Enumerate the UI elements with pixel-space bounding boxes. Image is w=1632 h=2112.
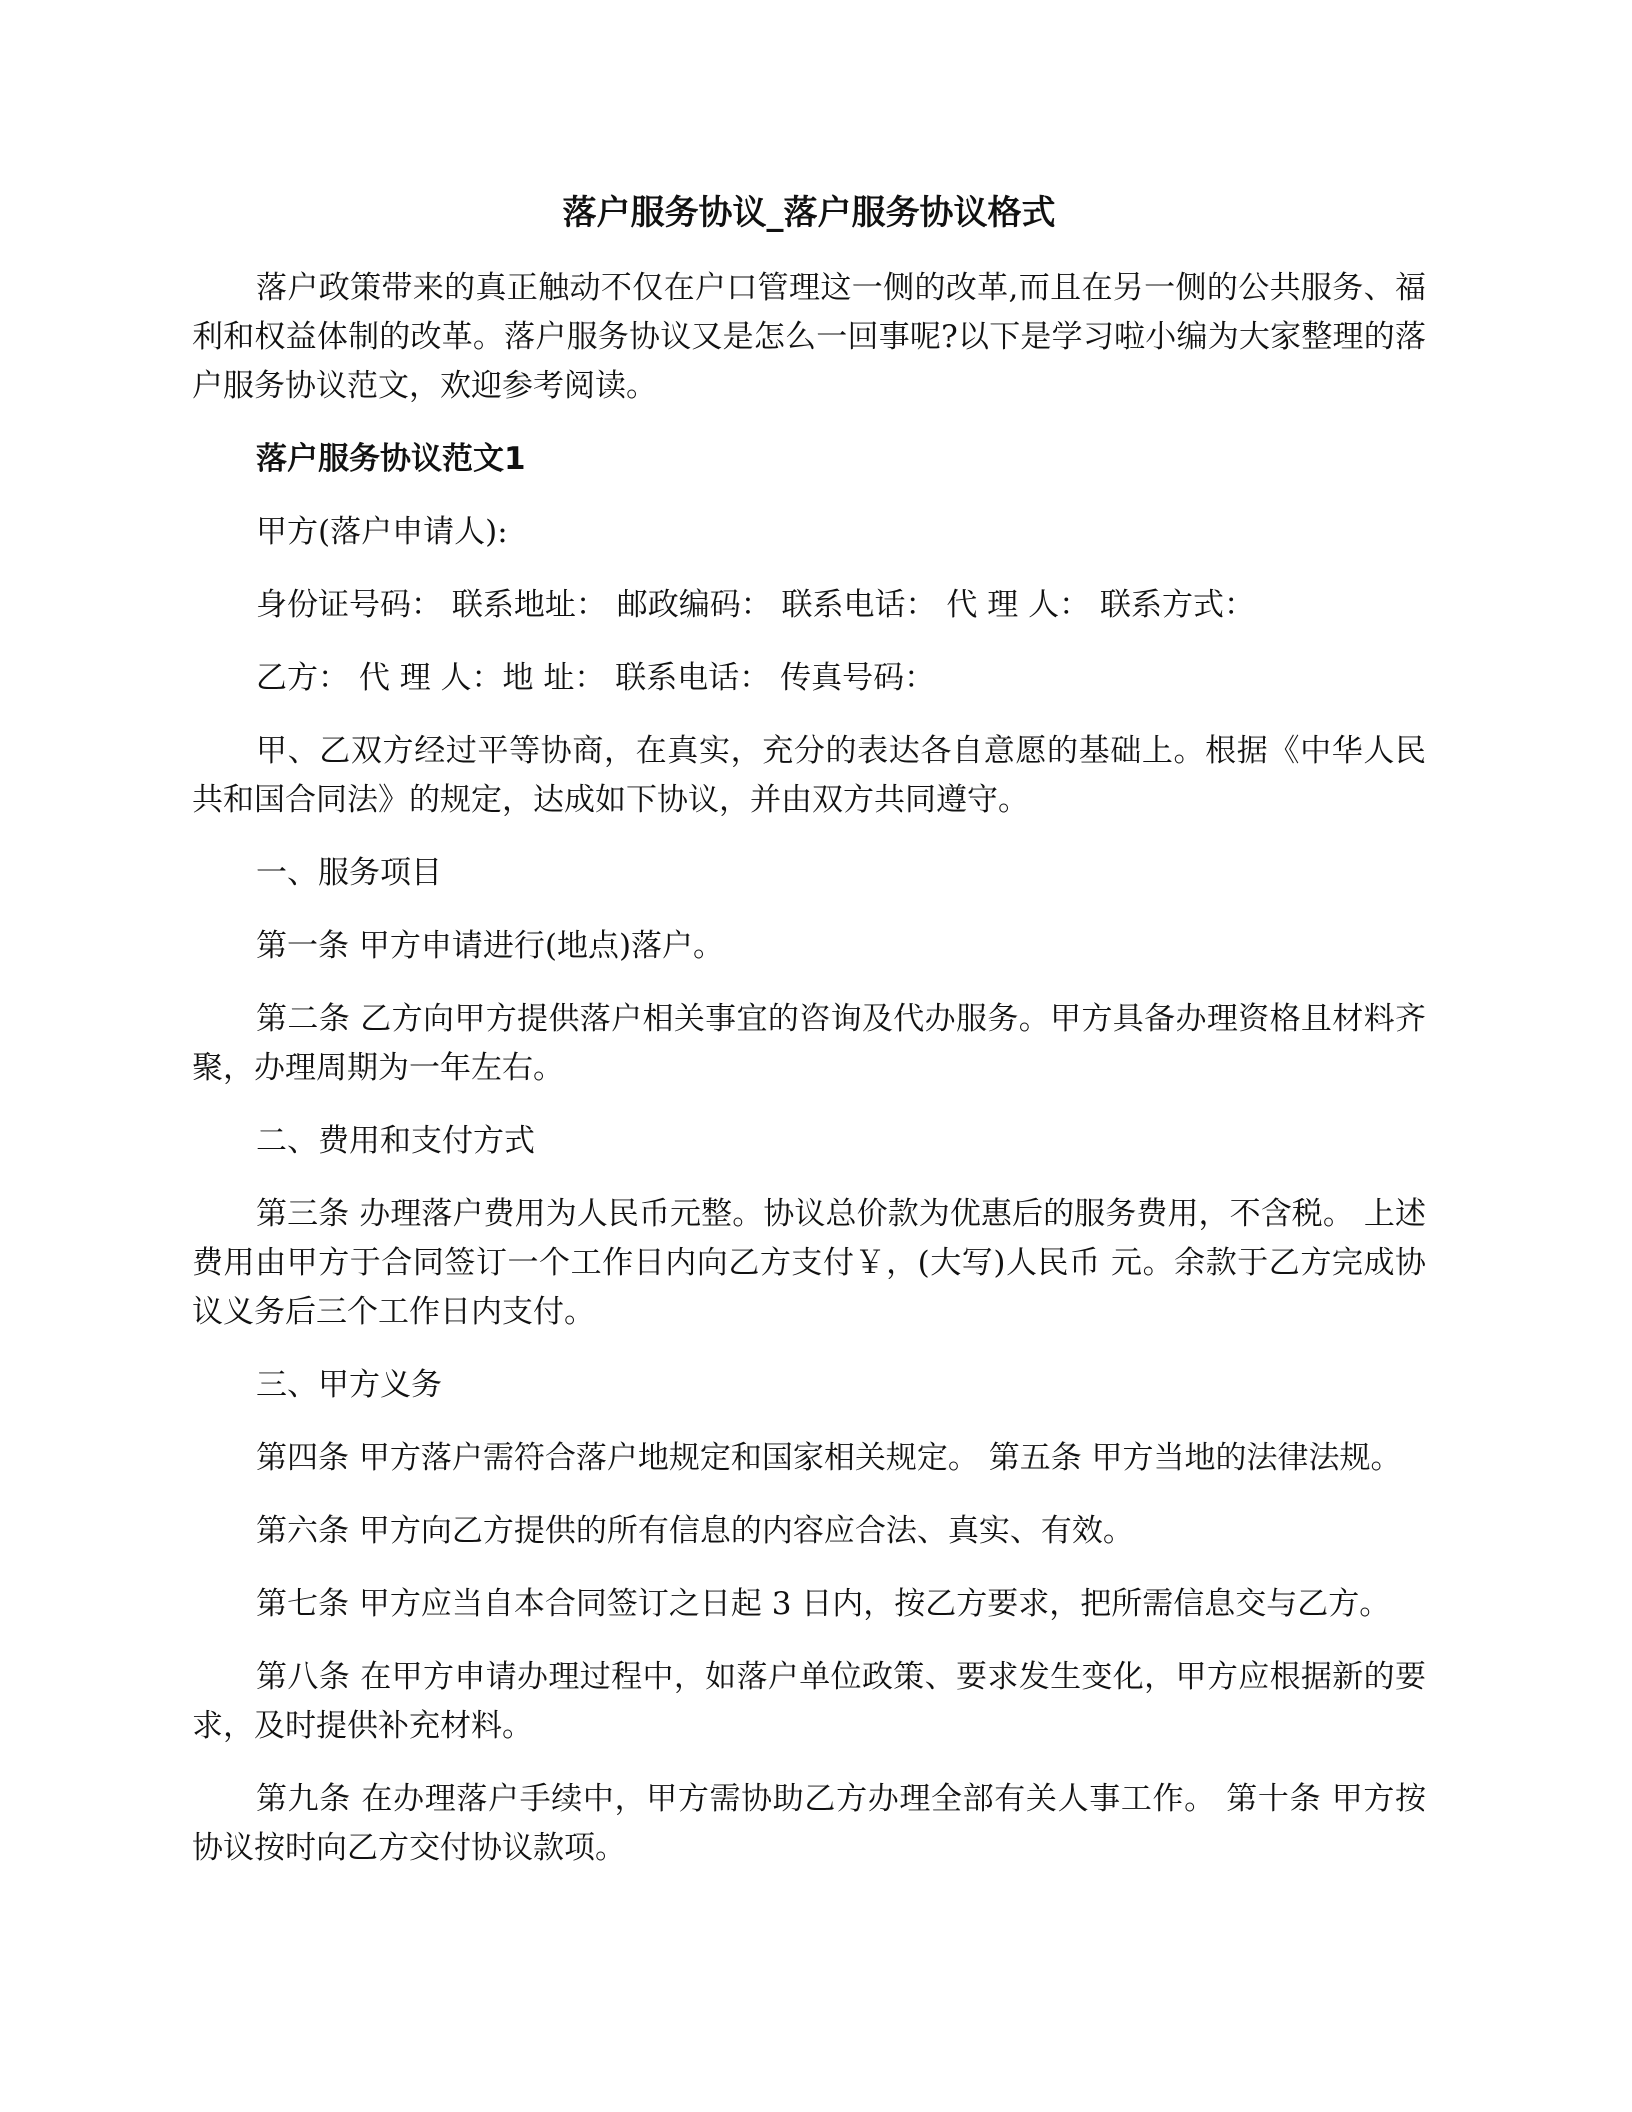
article-3: 第三条 办理落户费用为人民币元整。协议总价款为优惠后的服务费用，不含税。 上述费用由甲方于合同签订一个工作日内向乙方支付￥，(大写)人民币 元。余款于乙方完成协议义务后三个工作日内支付。 <box>192 1196 1426 1330</box>
document-page <box>192 188 1426 1897</box>
intro-paragraph: 落户政策带来的真正触动不仅在户口管理这一侧的改革,而且在另一侧的公共服务、福利和权益体制的改革。落户服务协议又是怎么一回事呢?以下是学习啦小编为大家整理的落户服务协议范文，欢迎参考阅读。 <box>192 270 1426 404</box>
article-2: 第二条 乙方向甲方提供落户相关事宜的咨询及代办服务。甲方具备办理资格且材料齐聚，办理周期为一年左右。 <box>192 1001 1426 1086</box>
article-7: 第七条 甲方应当自本合同签订之日起 3 日内，按乙方要求，把所需信息交与乙方。 <box>256 1586 1391 1622</box>
section-fees: 二、费用和支付方式 <box>256 1123 535 1159</box>
party-a-fields: 身份证号码： 联系地址： 邮政编码： 联系电话： 代 理 人： 联系方式： <box>256 587 1255 623</box>
article-6: 第六条 甲方向乙方提供的所有信息的内容应合法、真实、有效。 <box>256 1513 1134 1549</box>
party-b-fields: 乙方： 代 理 人：地 址： 联系电话： 传真号码： <box>256 660 936 696</box>
document-title: 落户服务协议_落户服务协议格式 <box>562 193 1056 233</box>
party-a-label: 甲方(落户申请人): <box>256 514 508 550</box>
article-9-10: 第九条 在办理落户手续中，甲方需协助乙方办理全部有关人事工作。 第十条 甲方按协议按时向乙方交付协议款项。 <box>192 1781 1426 1866</box>
article-8: 第八条 在甲方申请办理过程中，如落户单位政策、要求发生变化，甲方应根据新的要求，及时提供补充材料。 <box>192 1659 1426 1744</box>
section-service-items: 一、服务项目 <box>256 855 442 891</box>
section-heading: 落户服务协议范文1 <box>256 441 526 477</box>
preamble-paragraph: 甲、乙双方经过平等协商，在真实，充分的表达各自意愿的基础上。根据《中华人民共和国合同法》的规定，达成如下协议，并由双方共同遵守。 <box>192 733 1426 818</box>
article-1: 第一条 甲方申请进行(地点)落户。 <box>256 928 725 964</box>
section-party-a-obligations: 三、甲方义务 <box>256 1367 442 1403</box>
article-4-5: 第四条 甲方落户需符合落户地规定和国家相关规定。 第五条 甲方当地的法律法规。 <box>256 1440 1402 1476</box>
